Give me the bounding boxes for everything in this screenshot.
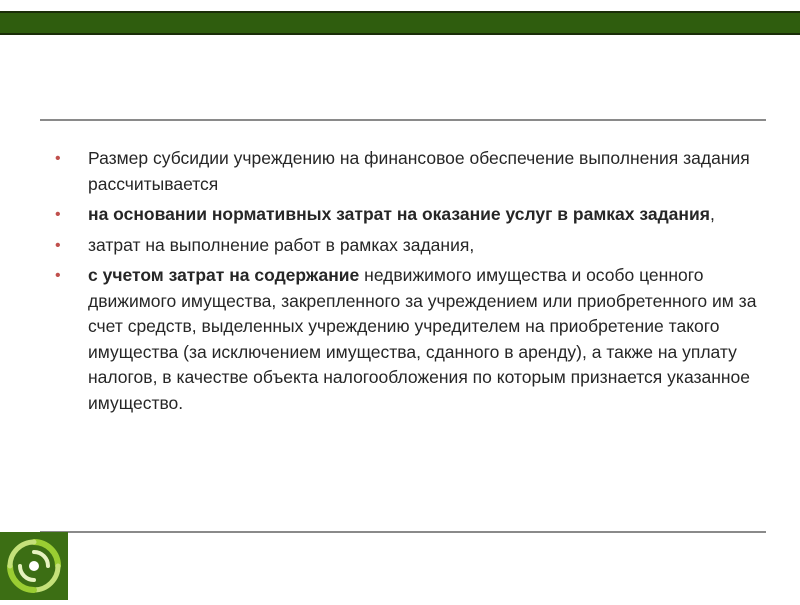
bullet-text-segment: недвижимого имущества и особо ценного движимого имущества, закрепленного за учреждением или приобретенного им за счет средств, выделенных учреждению учредителем на приобретение такого имущества (за исключением имущества, сданного в аренду), а также на уплату налогов, в качестве объекта налогообложения по которым признается указанное имущество.: [88, 265, 757, 413]
top-banner-bar: [0, 11, 800, 35]
bullet-text-segment: Размер субсидии учреждению на финансовое обеспечение выполнения задания рассчитывается: [88, 148, 750, 194]
bullet-text-segment: ,: [709, 204, 715, 224]
top-divider: [40, 119, 766, 121]
bullet-marker: •: [55, 267, 61, 284]
bullet-marker: •: [55, 206, 61, 223]
bullet-text-segment: затрат на выполнение работ в рамках задания,: [88, 234, 475, 255]
bullet-marker: •: [55, 150, 61, 167]
swirl-logo-icon: [0, 532, 68, 600]
bullet-marker: •: [55, 236, 61, 254]
bottom-divider: [40, 531, 766, 533]
bullet-list: [50, 146, 760, 421]
bullet-text-bold: с учетом затрат на содержание: [88, 265, 360, 285]
bullet-item: [50, 146, 760, 197]
bullet-item: [50, 263, 760, 416]
bullet-item: [50, 202, 760, 228]
bullet-text-bold: на основании нормативных затрат на оказание услуг в рамках задания: [88, 204, 710, 224]
bullet-item: [50, 233, 760, 259]
